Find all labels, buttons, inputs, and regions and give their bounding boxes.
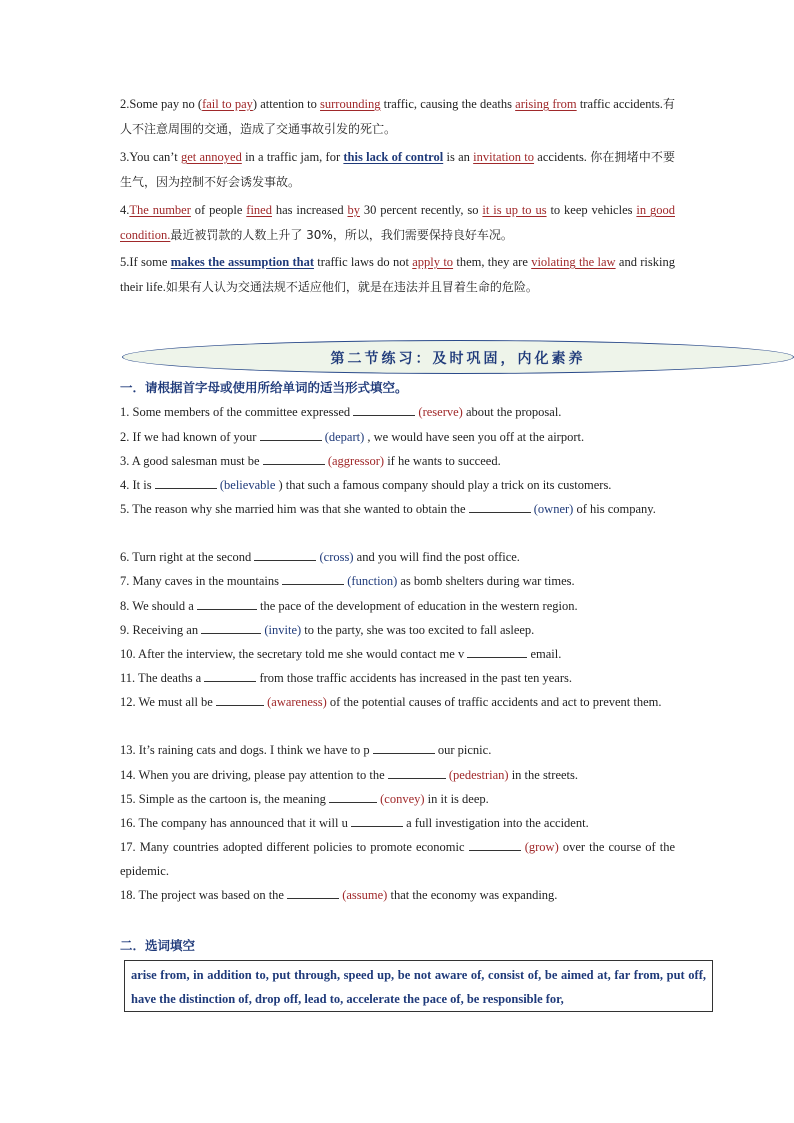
word-hint: (reserve)	[418, 405, 463, 419]
answer-blank[interactable]	[201, 621, 261, 634]
exercise-item	[120, 642, 675, 666]
exercise-text: of his company.	[573, 502, 656, 516]
exercise-item	[120, 618, 675, 642]
answer-blank[interactable]	[388, 766, 446, 779]
exercise-item	[120, 666, 675, 690]
exercise-text: 9. Receiving an	[120, 623, 202, 637]
answer-blank[interactable]	[353, 403, 415, 416]
exercise-item	[120, 690, 675, 714]
answer-blank[interactable]	[287, 886, 339, 899]
answer-surrounding: surrounding	[320, 97, 381, 111]
section-banner	[122, 340, 794, 374]
answer-blank[interactable]	[329, 790, 377, 803]
exercise-text: of the potential causes of traffic accidents and act to prevent them.	[326, 695, 662, 709]
exercise-text: as bomb shelters during war times.	[397, 574, 575, 588]
exercise-item	[120, 835, 675, 883]
exercise-item	[120, 883, 675, 907]
part1-heading: 一．请根据首字母或使用所给单词的适当形式填空。	[120, 380, 408, 395]
exercise-item	[120, 545, 675, 569]
word-bank-box: arise from, in addition to, put through, speed up, be not aware of, consist of, be aimed at, far from, put off, have the distinction of, drop off, lead to, accelerate the pace of, be responsible for,	[124, 960, 713, 1012]
word-hint: (believable	[219, 478, 276, 492]
exercise-text: 1. Some members of the committee expressed	[120, 405, 354, 419]
exercise-text: 18. The project was based on the	[120, 888, 288, 902]
word-hint: (assume)	[342, 888, 388, 902]
answer-blank[interactable]	[282, 572, 344, 585]
exercise-text: the pace of the development of education in the western region.	[256, 599, 578, 613]
review-sentence-2: 2.Some pay no (fail to pay) attention to surrounding traffic, causing the deaths arising from traffic accidents.有人不注意周围的交通，造成了交通事故引发的死亡。	[120, 97, 675, 136]
review-sentence-3: 3.You can’t get annoyed in a traffic jam, for this lack of control is an invitation to accidents. 你在拥堵中不要生气，因为控制不好会诱发事故。	[120, 150, 676, 189]
answer-arising-from: arising from	[515, 97, 577, 111]
exercise-text: 16. The company has announced that it will u	[120, 816, 351, 830]
exercise-text: our picnic.	[434, 743, 492, 757]
exercise-text: 11. The deaths a	[120, 671, 205, 685]
exercise-item	[120, 497, 675, 521]
answer-fail-to-pay: fail to pay	[202, 97, 253, 111]
word-hint: (awareness)	[267, 695, 327, 709]
exercise-text: to the party, she was too excited to fall asleep.	[301, 623, 535, 637]
answer-blank[interactable]	[351, 814, 403, 827]
exercise-text: , we would have seen you off at the airport.	[364, 430, 585, 444]
exercise-text: email.	[527, 647, 562, 661]
exercise-text: 17. Many countries adopted different policies to promote economic	[120, 840, 469, 854]
exercise-text: a full investigation into the accident.	[402, 816, 589, 830]
exercise-text: 5. The reason why she married him was that she wanted to obtain the	[120, 502, 469, 516]
exercise-text: 8. We should a	[120, 599, 197, 613]
answer-blank[interactable]	[204, 669, 256, 682]
exercise-text: 15. Simple as the cartoon is, the meaning	[120, 792, 329, 806]
exercise-item	[120, 594, 675, 618]
answer-blank[interactable]	[197, 597, 257, 610]
exercise-text: 13. It’s raining cats and dogs. I think we have to p	[120, 743, 373, 757]
exercise-item	[120, 763, 675, 787]
exercise-text: 12. We must all be	[120, 695, 216, 709]
word-hint: (invite)	[264, 623, 302, 637]
part2-heading: 二．选词填空	[120, 938, 196, 953]
exercise-text: from those traffic accidents has increased in the past ten years.	[256, 671, 572, 685]
exercise-item	[120, 738, 675, 762]
exercise-item	[120, 425, 675, 449]
exercise-text: 3. A good salesman must be	[120, 454, 263, 468]
exercise-text: if he wants to succeed.	[384, 454, 501, 468]
word-hint: (pedestrian)	[448, 768, 509, 782]
exercise-text: ) that such a famous company should play a trick on its customers.	[275, 478, 612, 492]
exercise-text: 6. Turn right at the second	[120, 550, 255, 564]
exercise-item	[120, 811, 675, 835]
word-hint: (cross)	[319, 550, 354, 564]
exercise-text: 10. After the interview, the secretary told me she would contact me v	[120, 647, 468, 661]
chinese-translation: 有人不注意周围的交通，造成了交通事故引发的死亡。	[120, 97, 675, 136]
word-hint: (aggressor)	[327, 454, 385, 468]
exercise-text: 2. If we had known of your	[120, 430, 260, 444]
exercise-text: 7. Many caves in the mountains	[120, 574, 283, 588]
chinese-translation: 你在拥堵中不要生气，因为控制不好会诱发事故。	[120, 150, 676, 189]
exercise-text: about the proposal.	[462, 405, 562, 419]
exercise-item	[120, 473, 675, 497]
answer-blank[interactable]	[373, 741, 435, 754]
exercise-item	[120, 787, 675, 811]
answer-blank[interactable]	[254, 548, 316, 561]
exercise-text: and you will find the post office.	[353, 550, 520, 564]
chinese-translation: 如果有人认为交通法规不适应他们，就是在违法并且冒着生命的危险。	[165, 280, 538, 294]
exercise-item	[120, 449, 675, 473]
exercise-text: 14. When you are driving, please pay attention to the	[120, 768, 388, 782]
answer-blank[interactable]	[155, 476, 217, 489]
review-sentence-5: 5.If some makes the assumption that traffic laws do not apply to them, they are violating the law and risking their life.如果有人认为交通法规不适应他们，就是在违法并且冒着生命的危险。	[120, 255, 675, 294]
word-hint: (convey)	[380, 792, 425, 806]
exercise-text: that the economy was expanding.	[387, 888, 558, 902]
exercise-text: 4. It is	[120, 478, 155, 492]
chinese-translation: 最近被罚款的人数上升了 30%，所以，我们需要保持良好车况。	[170, 228, 513, 242]
answer-blank[interactable]	[469, 838, 521, 851]
exercise-text: in it is deep.	[424, 792, 489, 806]
answer-blank[interactable]	[260, 428, 322, 441]
word-hint: (depart)	[324, 430, 365, 444]
answer-blank[interactable]	[467, 645, 527, 658]
exercise-text: over the course of the epidemic.	[120, 840, 675, 878]
word-hint: (grow)	[524, 840, 559, 854]
answer-blank[interactable]	[469, 500, 531, 513]
exercise-item	[120, 400, 675, 424]
exercise-text: in the streets.	[508, 768, 579, 782]
answer-blank[interactable]	[216, 693, 264, 706]
word-hint: (function)	[347, 574, 398, 588]
word-hint: (owner)	[533, 502, 574, 516]
exercise-item	[120, 569, 675, 593]
review-sentence-4: 4.The number of people fined has increased by 30 percent recently, so it is up to us to keep vehicles in good condition.最近被罚款的人数上升了 30%，所以，我们需要保持良好车况。	[120, 203, 675, 242]
answer-blank[interactable]	[263, 452, 325, 465]
banner-title: 第二节练习：及时巩固，内化素养	[330, 351, 586, 367]
